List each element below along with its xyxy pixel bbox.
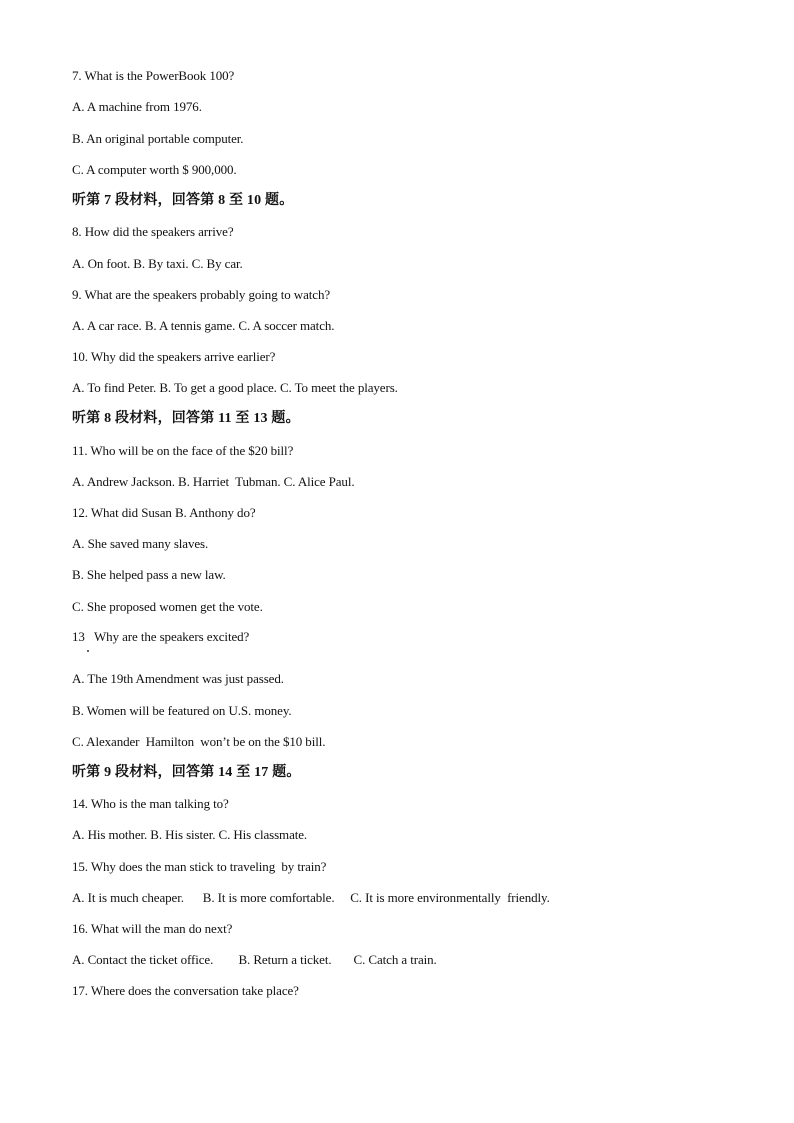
question-7: 7. What is the PowerBook 100? [72, 68, 235, 83]
question-15-options: A. It is much cheaper. B. It is more comfortable. C. It is more environmentally friendly. [72, 890, 550, 905]
question-13-option-c: C. Alexander Hamilton won’t be on the $10 bill. [72, 734, 326, 749]
section-heading-8: 听第 8 段材料，回答第 11 至 13 题。 [72, 411, 300, 426]
question-12: 12. What did Susan B. Anthony do? [72, 505, 256, 520]
question-9-options: A. A car race. B. A tennis game. C. A soccer match. [72, 318, 335, 333]
question-7-option-c: C. A computer worth $ 900,000. [72, 162, 237, 177]
question-13-option-a: A. The 19th Amendment was just passed. [72, 671, 284, 686]
question-15: 15. Why does the man stick to traveling by train? [72, 859, 327, 874]
question-14-options: A. His mother. B. His sister. C. His classmate. [72, 827, 308, 842]
question-8-options: A. On foot. B. By taxi. C. By car. [72, 256, 243, 271]
section-heading-7: 听第 7 段材料，回答第 8 至 10 题。 [72, 193, 294, 208]
question-16-options: A. Contact the ticket office. B. Return a ticket. C. Catch a train. [72, 952, 437, 967]
question-11-options: A. Andrew Jackson. B. Harriet Tubman. C. Alice Paul. [72, 474, 355, 489]
section-heading-9: 听第 9 段材料，回答第 14 至 17 题。 [72, 765, 301, 780]
question-10-options: A. To find Peter. B. To get a good place. C. To meet the players. [72, 380, 398, 395]
question-14: 14. Who is the man talking to? [72, 796, 229, 811]
question-8: 8. How did the speakers arrive? [72, 224, 234, 239]
stray-dot-mark [87, 650, 89, 652]
question-10: 10. Why did the speakers arrive earlier? [72, 349, 276, 364]
question-16: 16. What will the man do next? [72, 921, 233, 936]
question-11: 11. Who will be on the face of the $20 bill? [72, 443, 294, 458]
question-13-option-b: B. Women will be featured on U.S. money. [72, 703, 292, 718]
question-12-option-c: C. She proposed women get the vote. [72, 599, 263, 614]
question-9: 9. What are the speakers probably going to watch? [72, 287, 331, 302]
question-17: 17. Where does the conversation take place? [72, 983, 299, 998]
question-12-option-b: B. She helped pass a new law. [72, 567, 226, 582]
question-7-option-a: A. A machine from 1976. [72, 99, 202, 114]
question-12-option-a: A. She saved many slaves. [72, 536, 209, 551]
question-13: 13 Why are the speakers excited? [72, 629, 250, 644]
question-7-option-b: B. An original portable computer. [72, 131, 244, 146]
